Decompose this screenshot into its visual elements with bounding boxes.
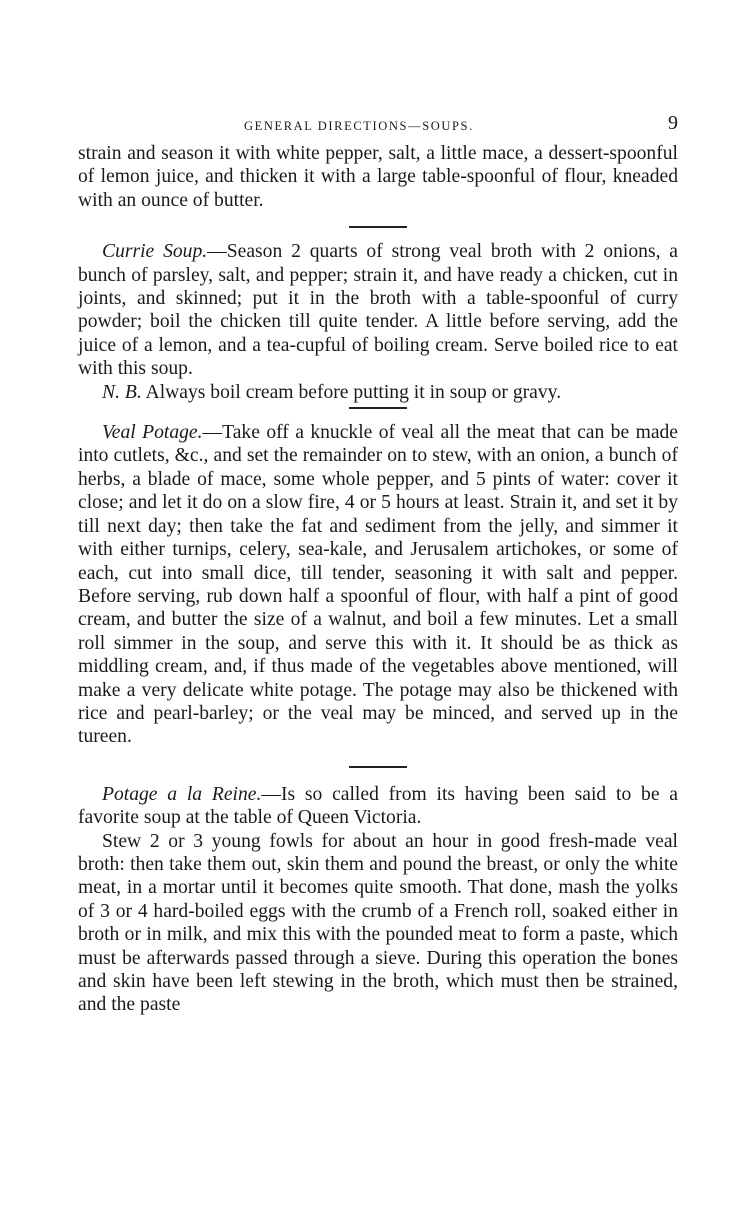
veal-potage-text: —Take off a knuckle of veal all the meat that can be made into cutlets, &c., and set the remainder on to stew, with an onion, a bunch of herbs, a blade of mace, some whole pepper, and 5 pints of water: cover it close; and let it do on a slow fire, 4 or 5 hours at least. Strain it, and set it by till next day; then take the fat and sediment from the jelly, and simmer it with either turnips, celery, sea-kale, and Jerusalem artichokes, or some of each, cut into small dice, till tender, seasoning it with salt and pepper. Before serving, rub down half a spoonful of flour, with half a pint of good cream, and butter the size of a walnut, and boil a few minutes. Let a small roll simmer in the soup, and serve this with it. It should be as thick as middling cream, and, if thus made of the vegetables above mentioned, will make a very delicate white potage. The potage may also be thickened with rice and pearl-barley; or the veal may be minced, and served up in the tureen. (78, 422, 679, 748)
potage-reine-paragraph (78, 783, 678, 830)
running-head: GENERAL DIRECTIONS—SOUPS. (244, 119, 474, 133)
page-header (78, 112, 678, 142)
note-label: N. B. (102, 381, 142, 403)
note-text: Always boil cream before putting it in soup or gravy. (141, 381, 562, 403)
veal-potage-paragraph (78, 421, 678, 749)
book-page (78, 112, 678, 1017)
potage-reine-text: —Is so called from its having been said to be a favorite soup at the table of Queen Victoria. (78, 783, 678, 829)
note-paragraph (78, 381, 678, 404)
potage-reine-paragraph-2: Stew 2 or 3 young fowls for about an hour in good fresh-made veal broth: then take them out, skin them and pound the breast, or only the white meat, in a mortar until it becomes quite smooth. That done, mash the yolks of 3 or 4 hard-boiled eggs with the crumb of a French roll, soaked either in broth or in milk, and mix this with the pounded meat to form a paste, which must be afterwards passed through a sieve. During this operation the bones and skin have been left stewing in the broth, which must then be strained, and the paste (78, 830, 678, 1016)
veal-potage-title: Veal Potage. (102, 422, 203, 444)
section-divider (349, 407, 407, 409)
potage-reine-title: Potage a la Reine. (102, 783, 262, 805)
currie-soup-paragraph (78, 240, 678, 380)
section-divider (349, 766, 407, 768)
page-number: 9 (668, 112, 678, 134)
section-divider (349, 226, 407, 228)
currie-soup-text: —Season 2 quarts of strong veal broth with 2 onions, a bunch of parsley, salt, and pepper; strain it, and have ready a chicken, cut in joints, and skinned; put it in the broth with a table-spoonful of curry powder; boil the chicken till quite tender. A little before serving, add the juice of a lemon, and a tea-cupful of boiling cream. Serve boiled rice to eat with this soup. (78, 241, 678, 380)
continuation-paragraph: strain and season it with white pepper, salt, a little mace, a dessert-spoonful of lemon juice, and thicken it with a large table-spoonful of flour, kneaded with an ounce of butter. (78, 143, 678, 211)
currie-soup-title: Currie Soup. (102, 241, 208, 263)
